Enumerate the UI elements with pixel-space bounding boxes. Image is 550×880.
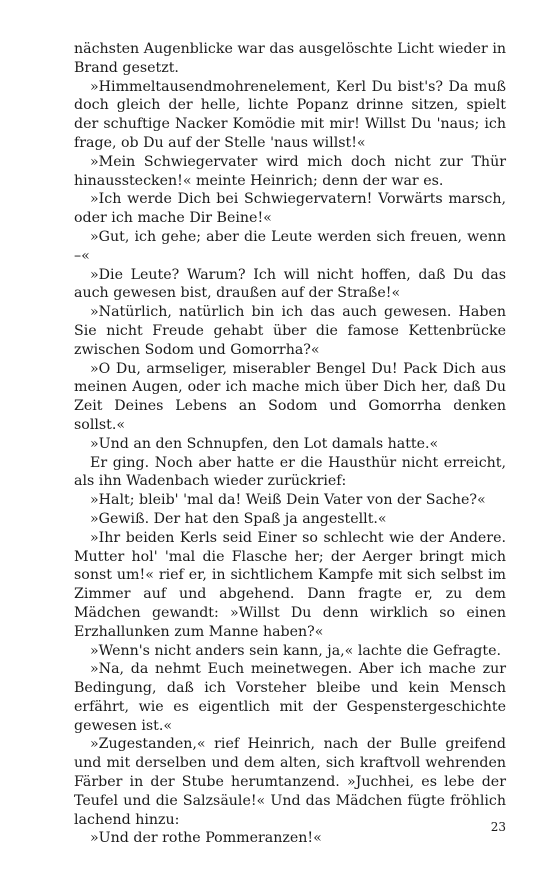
paragraph-10: Er ging. Noch aber hatte er die Hausthür nicht erreicht, als ihn Wadenbach wieder zurückrief: (74, 454, 506, 490)
paragraph-8: »O Du, armseliger, miserabler Bengel Du! Pack Dich aus meinen Augen, oder ich mache mich über Dich her, daß Du Zeit Deines Lebens an Sodom und Gomorrha denken sollst.« (74, 360, 506, 433)
page-number: 23 (490, 820, 506, 834)
page-body (74, 40, 506, 848)
paragraph-6: »Die Leute? Warum? Ich will nicht hoffen, daß Du das auch gewesen bist, draußen auf der Straße!« (74, 266, 506, 302)
paragraph-2: »Himmeltausendmohrenelement, Kerl Du bist's? Da muß doch gleich der helle, lichte Popanz drinne sitzen, spielt der schuftige Nacker Komödie mit mir! Willst Du 'naus; ich frage, ob Du auf der Stelle 'naus willst!« (74, 78, 506, 151)
paragraph-12: »Gewiß. Der hat den Spaß ja angestellt.« (90, 510, 387, 527)
paragraph-5: »Gut, ich gehe; aber die Leute werden sich freuen, wenn –« (74, 228, 506, 264)
paragraph-7: »Natürlich, natürlich bin ich das auch gewesen. Haben Sie nicht Freude gehabt über die famose Kettenbrücke zwischen Sodom und Gomorrha?« (74, 304, 506, 358)
paragraph-16: »Zugestanden,« rief Heinrich, nach der Bulle greifend und mit derselben und dem alten, sich kraftvoll wehrenden Färber in der Stube herumtanzend. »Juchhei, es lebe der Teufel und die Salzsäule!« Und das Mädchen fügte fröhlich lachend hinzu: (74, 736, 506, 828)
paragraph-9: »Und an den Schnupfen, den Lot damals hatte.« (90, 435, 439, 452)
paragraph-1: nächsten Augenblicke war das ausgelöschte Licht wieder in Brand gesetzt. (74, 41, 506, 76)
paragraph-15: »Na, da nehmt Euch meinetwegen. Aber ich mache zur Bedingung, daß ich Vorsteher bleibe und kein Mensch erfährt, wie es eigentlich mit der Gespenstergeschichte gewesen ist.« (74, 661, 506, 734)
paragraph-14: »Wenn's nicht anders sein kann, ja,« lachte die Gefragte. (90, 642, 501, 659)
paragraph-3: »Mein Schwiegervater wird mich doch nicht zur Thür hinausstecken!« meinte Heinrich; denn der war es. (74, 153, 506, 189)
paragraph-17: »Und der rothe Pommeranzen!« (90, 830, 322, 847)
paragraph-11: »Halt; bleib' 'mal da! Weiß Dein Vater von der Sache?« (90, 492, 486, 509)
paragraph-4: »Ich werde Dich bei Schwiegervatern! Vorwärts marsch, oder ich mache Dir Beine!« (74, 191, 506, 227)
paragraph-13: »Ihr beiden Kerls seid Einer so schlecht wie der Andere. Mutter hol' 'mal die Flasche her; der Aerger bringt mich sonst um!« rief er, in sichtlichem Kampfe mit sich selbst im Zimmer auf und abgehend. Dann fragte er, zu dem Mädchen gewandt: »Willst Du denn wirklich so einen Erzhallunken zum Manne haben?« (74, 529, 506, 640)
